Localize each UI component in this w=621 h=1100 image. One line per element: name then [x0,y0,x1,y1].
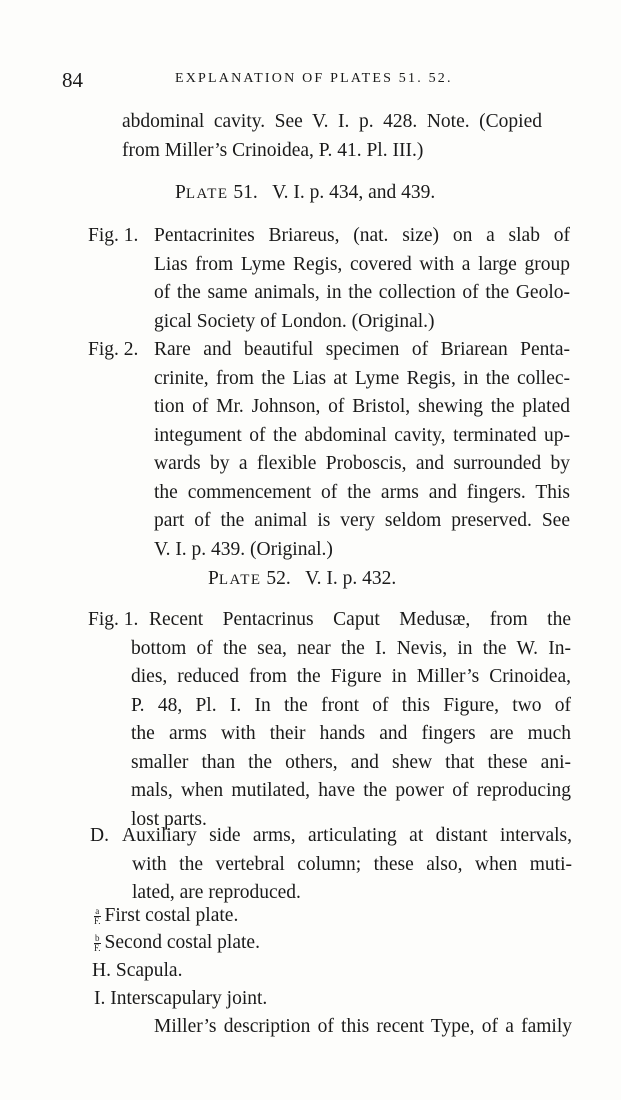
closing-paragraph [154,1013,572,1042]
plate-51-fig-2 [154,336,570,564]
text-line: lated, are reproduced. [132,882,301,903]
text-line: part of the animal is very seldom preserved. See [154,510,570,531]
legend-label: H. [92,960,111,981]
text-line: dies, reduced from the Figure in Miller’s Crinoidea, [131,666,571,687]
plate-51-heading [175,182,435,204]
plate-number: 51. [233,182,258,203]
text-line: Recent Pentacrinus Caput Medusæ, from the [149,609,571,630]
text-line: V. I. p. 439. (Original.) [154,538,333,560]
intro-paragraph [122,108,542,165]
text-line: smaller than the others, and shew that these ani- [131,751,571,773]
legend-label-d: D. [90,825,109,846]
fraction-symbol: $\frac{b}{F.}$ [94,933,101,954]
text-line: Miller’s description of this recent Type, of a family [154,1016,572,1037]
text-line: crinite, from the Lias at Lyme Regis, in the collec- [154,367,570,389]
plate-reference: V. I. p. 432. [305,568,397,589]
plate-number: 52. [266,568,291,589]
text-line: Lias from Lyme Regis, covered with a large group [154,253,570,275]
text-line: abdominal cavity. See V. I. p. 428. Note. (Copied [122,111,542,132]
legend-text: Scapula. [115,960,183,981]
plate-52-heading [208,568,396,590]
plate-reference: V. I. p. 434, and 439. [272,182,436,203]
text-line: mals, when mutilated, have the power of reproducing [131,780,571,801]
legend-label: I. [94,988,106,1009]
legend-text: Interscapulary joint. [110,988,268,1009]
text-line: lost parts. [131,808,207,830]
legend-entry-d [122,822,572,908]
plate-52-fig-1 [131,606,571,834]
text-line: Auxiliary side arms, articulating at distant intervals, [122,825,572,846]
plate-label-initial: P [175,182,186,203]
text-line: wards by a flexible Proboscis, and surrounded by [154,453,570,474]
fig-label: Fig. 2. [88,339,139,360]
plate-label-smallcaps: LATE [185,186,229,202]
fig-label: Fig. 1. [88,225,139,246]
text-line: Pentacrinites Briareus, (nat. size) on a slab of [154,225,570,246]
text-line: tion of Mr. Johnson, of Bristol, shewing the plated [154,396,570,417]
fraction-symbol: $\frac{a}{F.}$ [94,906,101,927]
plate-label-initial: P [208,568,219,589]
plate-51-fig-1 [154,222,570,336]
legend-entry-h [92,957,182,985]
text-line: with the vertebral column; these also, when muti- [132,853,572,875]
legend-entry-first-costal [94,902,238,930]
text-line: from Miller’s Crinoidea, P. 41. Pl. III.) [122,139,424,161]
fig-label: Fig. 1. [88,609,139,630]
plate-label-smallcaps: LATE [218,572,262,588]
text-line: integument of the abdominal cavity, terminated up- [154,424,570,446]
text-line: gical Society of London. (Original.) [154,310,435,332]
legend-text: Second costal plate. [104,932,260,953]
text-line: the arms with their hands and fingers are much [131,723,571,744]
page-number: 84 [62,68,83,92]
running-title: EXPLANATION OF PLATES 51. 52. [175,71,453,86]
legend-entry-i [94,985,267,1013]
text-line: Rare and beautiful specimen of Briarean Penta- [154,339,570,360]
text-line: bottom of the sea, near the I. Nevis, in the W. In- [131,637,571,659]
legend-entry-second-costal [94,929,260,957]
text-line: of the same animals, in the collection of the Geolo- [154,282,570,303]
text-line: the commencement of the arms and fingers. This [154,481,570,503]
legend-text: First costal plate. [104,905,239,926]
text-line: P. 48, Pl. I. In the front of this Figure, two of [131,694,571,716]
